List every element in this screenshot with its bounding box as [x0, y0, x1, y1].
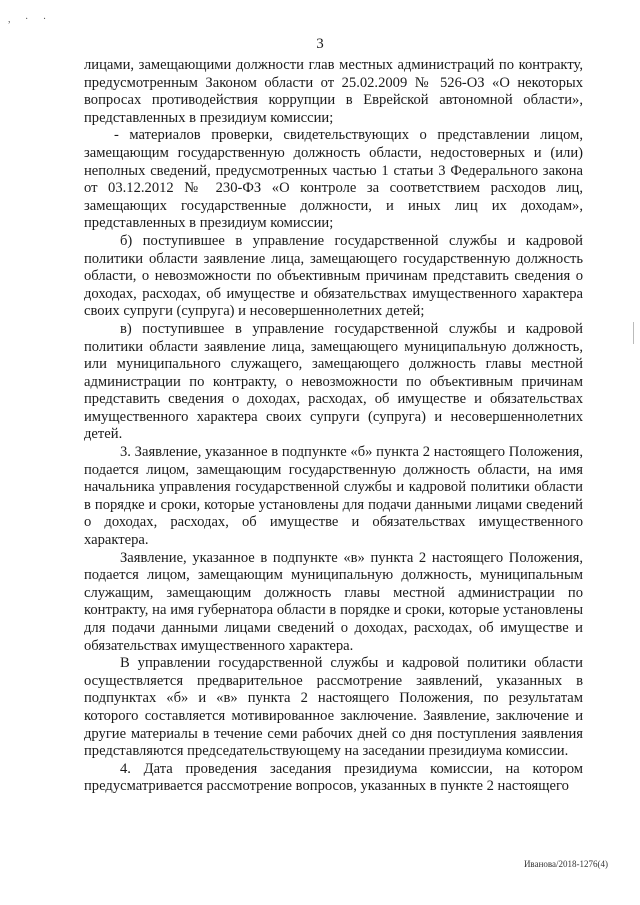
- paragraph-clause-3-v: Заявление, указанное в подпункте «в» пункта 2 настоящего Положения, подается лицом, замещающим муниципальную должность, муниципальным служащим, замещающим должность главы местной администрации по контракту, на имя губернатора области в порядке и сроки, которые установлены для подачи данными лицами сведений о доходах, расходах, об имуществе и обязательствах имущественного характера.: [84, 549, 583, 654]
- paragraph-continuation: лицами, замещающими должности глав местных администраций по контракту, предусмотренным Законом области от 25.02.2009 № 526-ОЗ «О некоторых вопросах противодействия коррупции в Еврейской автономной области», представленных в президиум комиссии;: [84, 57, 583, 126]
- margin-mark: [633, 322, 634, 344]
- page-number: 3: [316, 36, 324, 52]
- paragraph-subitem-b: б) поступившее в управление государственной службы и кадровой политики области заявление лица, замещающего государственную должность области, о невозможности по объективным причинам представить сведения о доходах, расходах, об имуществе и обязательствах имущественного характера своих супруги (супруга) и несовершеннолетних детей;: [84, 232, 583, 320]
- footer-doc-code: Иванова/2018-1276(4): [523, 859, 608, 869]
- document-body: [84, 57, 583, 796]
- paragraph-subitem-v: в) поступившее в управление государственной службы и кадровой политики области заявление лица, замещающего муниципальную должность, или муниципального служащего, замещающего должность главы местной администрации по контракту, о невозможности по объективным причинам представить сведения о доходах, расходах, об имуществе и обязательствах имущественного характера своих супруги (супруга) и несовершеннолетних детей.: [84, 320, 583, 443]
- paragraph-dash-item: - материалов проверки, свидетельствующих о представлении лицом, замещающим государственную должность области, недостоверных и (или) неполных сведений, предусмотренных частью 1 статьи 3 Федерального закона от 03.12.2012 № 230-ФЗ «О контроле за соответствием расходов лиц, замещающих государственные должности, и иных лиц их доходам», представленных в президиум комиссии;: [84, 127, 583, 232]
- paragraph-preliminary-review: В управлении государственной службы и кадровой политики области осуществляется предварительное рассмотрение заявлений, указанных в подпунктах «б» и «в» пункта 2 настоящего Положения, по результатам которого составляется мотивированное заключение. Заявление, заключение и другие материалы в течение семи рабочих дней со дня поступления заявления представляются председательствующему на заседании президиума комиссии.: [84, 655, 583, 760]
- paragraph-clause-4: 4. Дата проведения заседания президиума комиссии, на котором предусматривается рассмотрение вопросов, указанных в пункте 2 настоящего: [84, 760, 583, 795]
- paragraph-clause-3: 3. Заявление, указанное в подпункте «б» пункта 2 настоящего Положения, подается лицом, замещающим государственную должность области, на имя начальника управления государственной службы и кадровой политики области в порядке и сроки, которые установлены для подачи данными лицами сведений о доходах, расходах, об имуществе и обязательствах имущественного характера.: [84, 444, 583, 549]
- scan-specks: , · ·: [8, 14, 53, 25]
